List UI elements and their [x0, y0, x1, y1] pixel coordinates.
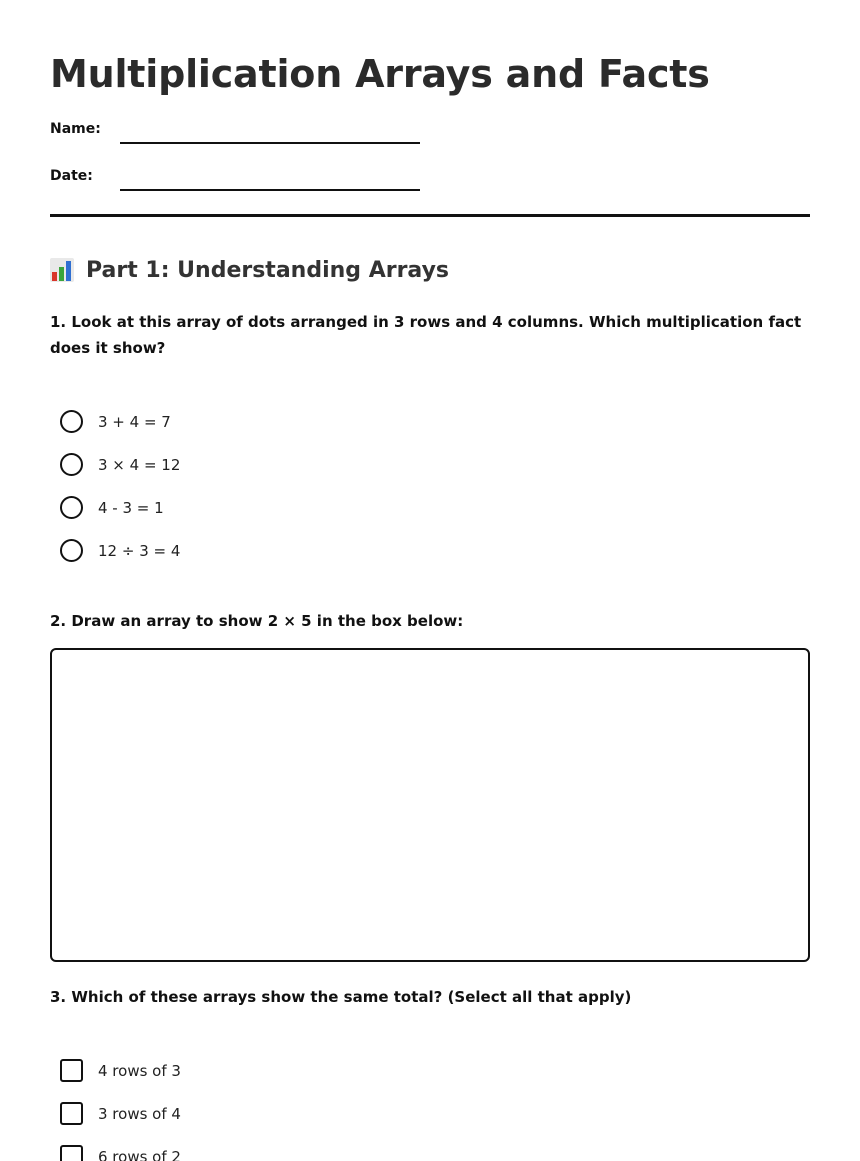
- question-2-text: 2. Draw an array to show 2 × 5 in the box below:: [50, 612, 464, 630]
- question-3: [50, 984, 810, 1161]
- question-3-text: 3. Which of these arrays show the same total? (Select all that apply): [50, 988, 632, 1006]
- q1-option-2[interactable]: [50, 443, 810, 486]
- part1-heading-text: Part 1: Understanding Arrays: [86, 257, 450, 283]
- q1-option-1-label: 3 + 4 = 7: [98, 412, 171, 431]
- q3-option-2[interactable]: [50, 1092, 810, 1135]
- date-label: Date:: [50, 168, 93, 184]
- q3-option-3-label: 6 rows of 2: [98, 1147, 181, 1161]
- name-label: Name:: [50, 121, 101, 137]
- checkbox[interactable]: [60, 1059, 83, 1082]
- question-1: [50, 309, 810, 572]
- q3-option-2-label: 3 rows of 4: [98, 1104, 181, 1123]
- name-input-line[interactable]: [120, 142, 420, 144]
- q1-option-1[interactable]: [50, 400, 810, 443]
- question-1-options: [50, 400, 810, 572]
- name-field-row: [50, 120, 810, 144]
- q3-option-1-label: 4 rows of 3: [98, 1061, 181, 1080]
- q1-option-4[interactable]: [50, 529, 810, 572]
- drawing-box[interactable]: [50, 648, 810, 962]
- date-field-row: [50, 167, 810, 191]
- radio-button[interactable]: [60, 496, 83, 519]
- question-2: [50, 608, 810, 962]
- q1-option-3[interactable]: [50, 486, 810, 529]
- q3-option-1[interactable]: [50, 1049, 810, 1092]
- checkbox[interactable]: [60, 1145, 83, 1161]
- header-divider: [50, 214, 810, 217]
- bar-chart-icon: [50, 258, 74, 282]
- q3-option-3[interactable]: [50, 1135, 810, 1161]
- q1-option-2-label: 3 × 4 = 12: [98, 455, 181, 474]
- radio-button[interactable]: [60, 410, 83, 433]
- radio-button[interactable]: [60, 539, 83, 562]
- question-3-options: [50, 1049, 810, 1161]
- worksheet-title: Multiplication Arrays and Facts: [50, 52, 710, 96]
- q1-option-3-label: 4 - 3 = 1: [98, 498, 164, 517]
- q1-option-4-label: 12 ÷ 3 = 4: [98, 541, 181, 560]
- date-input-line[interactable]: [120, 189, 420, 191]
- part1-heading: [50, 255, 810, 285]
- radio-button[interactable]: [60, 453, 83, 476]
- question-1-text: 1. Look at this array of dots arranged in 3 rows and 4 columns. Which multiplication fact does it show?: [50, 313, 802, 357]
- checkbox[interactable]: [60, 1102, 83, 1125]
